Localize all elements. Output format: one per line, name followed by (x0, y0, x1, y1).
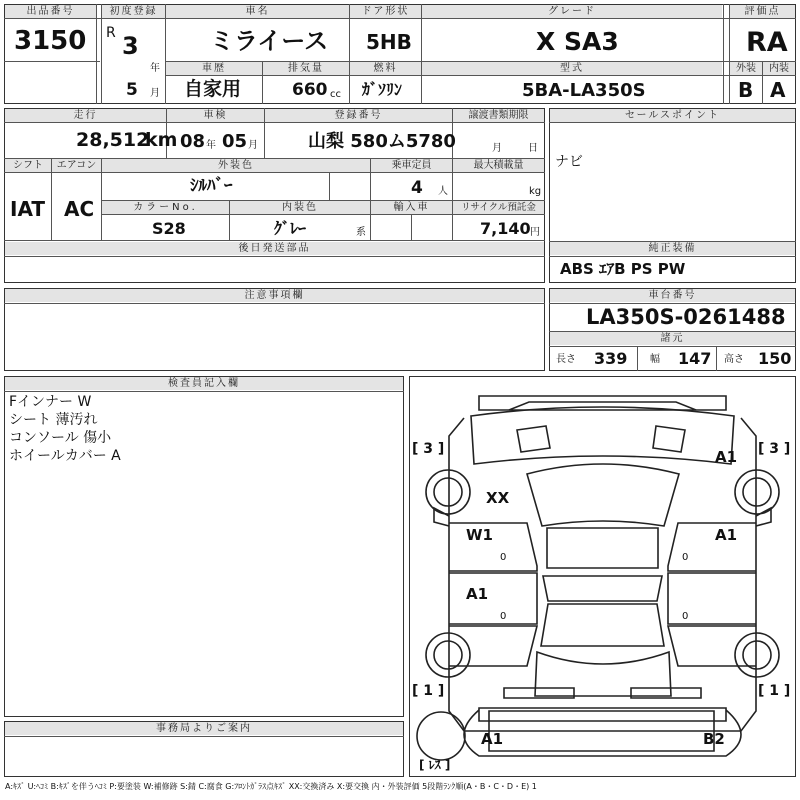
score-header: 評価点 (730, 5, 795, 18)
inspection-year-value: 08 (180, 131, 206, 152)
inspection-month-value: 05 (222, 131, 248, 152)
door-value: 5HB (366, 30, 412, 54)
era-value: R (106, 25, 116, 41)
displacement-header: 排気量 (263, 62, 349, 75)
sales-point-value: ナビ (555, 154, 583, 170)
aircon-value: AC (64, 197, 95, 221)
max-load-unit: kg (529, 186, 542, 197)
inspection-month-unit: 月 (248, 140, 258, 151)
damage-mark-hood: XX (486, 489, 510, 507)
legend-text: A:ｷｽﾞ U:ﾍｺﾐ B:ｷｽﾞを伴うﾍｺﾐ P:要塗装 W:補修跡 S:錆 C:腐食 G:ﾌﾛﾝﾄｶﾞﾗｽ点ｷｽﾞ XX:交換済み X:要交換 内・外装評価 5段階ﾗﾝｸ順(A・B・C・D・E) 1 (5, 782, 537, 791)
damage-mark-front-door-l: W1 (466, 526, 493, 544)
mileage-value: 28,512 (76, 129, 150, 151)
shift-value: IAT (10, 197, 46, 221)
displacement-unit: cc (330, 89, 341, 100)
width-label: 幅 (650, 354, 660, 365)
transfer-month-unit: 月 (492, 143, 502, 154)
damage-mark-rear-door-l: A1 (466, 585, 489, 603)
mileage-header: 走行 (5, 109, 166, 122)
int-color-header: 内装色 (230, 201, 370, 214)
height-label: 高さ (724, 354, 744, 365)
chassis-no-header: 車台番号 (550, 289, 795, 302)
damage-mark-rear-bumper-l: A1 (481, 730, 504, 748)
shift-header: シフト (5, 159, 51, 172)
tyre-front-left: [ 3 ] (412, 441, 445, 457)
aircon-header: エアコン (52, 159, 101, 172)
height-value: 150 (758, 349, 792, 368)
model-header: 型式 (422, 62, 722, 75)
int-color-value: ｸﾞﾚｰ (274, 219, 307, 238)
inspection-year-unit: 年 (206, 140, 216, 151)
fuel-header: 燃料 (350, 62, 421, 75)
genuine-equip-header: 純正装備 (550, 242, 795, 255)
genuine-equip-value: ABS ｴｱB PS PW (560, 260, 686, 278)
dimensions-header: 諸元 (550, 332, 795, 345)
inspector-note: コンソール 傷小 (9, 430, 112, 446)
history-header: 車歴 (166, 62, 262, 75)
lot-no-header: 出品番号 (5, 5, 96, 18)
damage-mark-rear-door-l-sub: 0 (500, 611, 507, 622)
damage-mark-front-door-r-sub: 0 (682, 552, 689, 563)
tyre-rear-left: [ 1 ] (412, 683, 445, 699)
max-load-header: 最大積載量 (453, 159, 544, 172)
inspector-header: 検査員記入欄 (5, 377, 403, 390)
color-no-value: S28 (152, 219, 186, 238)
grade-value: X SA3 (536, 27, 619, 56)
inspection-header: 車検 (167, 109, 264, 122)
color-no-header: カラーNo. (102, 201, 229, 214)
interior-header: 内装 (763, 62, 795, 75)
import-header: 輸入車 (371, 201, 452, 214)
door-header: ドア形状 (350, 5, 421, 18)
lot-no-value: 3150 (14, 26, 87, 56)
tyre-front-right: [ 3 ] (758, 441, 791, 457)
capacity-unit: 人 (438, 186, 448, 197)
recycle-header: リサイクル預託金 (453, 201, 544, 214)
capacity-header: 乗車定員 (371, 159, 452, 172)
car-outline-diagram (409, 376, 796, 777)
office-header: 事務局よりご案内 (5, 722, 403, 735)
chassis-no-value: LA350S-0261488 (586, 305, 786, 329)
damage-mark-front-fender-r: A1 (715, 448, 738, 466)
notes-header: 注意事項欄 (5, 289, 544, 302)
model-value: 5BA-LA350S (522, 80, 646, 101)
interior-score-value: A (770, 78, 786, 102)
inspector-note: ホイールカバー A (9, 448, 121, 464)
damage-mark-front-door-r: A1 (715, 526, 738, 544)
reg-no-header: 登録番号 (265, 109, 452, 122)
spare-tyre-label: [ ﾚｽ ] (419, 758, 451, 772)
score-value: RA (746, 27, 788, 58)
inspector-note: Fインナー W (9, 394, 92, 410)
grade-header: グレード (422, 5, 722, 18)
int-color-suffix: 系 (356, 227, 366, 238)
first-reg-header: 初度登録 (102, 5, 165, 18)
inspector-note: シート 薄汚れ (9, 412, 98, 428)
mileage-unit: km (145, 129, 178, 151)
exterior-header: 外装 (730, 62, 762, 75)
exterior-score-value: B (738, 78, 754, 102)
ext-color-value: ｼﾙﾊﾞｰ (190, 176, 233, 196)
transfer-day-unit: 日 (528, 143, 538, 154)
reg-no-value: 山梨 580ム5780 (308, 131, 456, 152)
reg-month-value: 5 (126, 80, 138, 100)
capacity-value: 4 (411, 178, 423, 198)
ext-color-header: 外装色 (102, 159, 370, 172)
length-label: 長さ (556, 354, 576, 365)
transfer-doc-header: 譲渡書類期限 (453, 109, 544, 122)
fuel-value: ｶﾞｿﾘﾝ (362, 80, 403, 99)
width-value: 147 (678, 349, 712, 368)
car-name-header: 車名 (166, 5, 349, 18)
history-value: 自家用 (184, 78, 242, 100)
sales-point-header: セールスポイント (550, 109, 795, 122)
car-name-value: ミライース (210, 27, 329, 55)
recycle-value: 7,140 (480, 219, 531, 238)
tyre-rear-right: [ 1 ] (758, 683, 791, 699)
later-parts-header: 後日発送部品 (5, 242, 544, 255)
reg-month-unit: 月 (150, 88, 160, 99)
reg-year-value: 3 (122, 32, 139, 60)
displacement-value: 660 (292, 80, 328, 100)
damage-mark-rear-door-r-sub: 0 (682, 611, 689, 622)
recycle-unit: 円 (530, 227, 540, 238)
reg-year-unit: 年 (150, 63, 160, 74)
length-value: 339 (594, 349, 628, 368)
damage-mark-rear-bumper-r: B2 (703, 730, 725, 748)
damage-mark-front-door-l-sub: 0 (500, 552, 507, 563)
